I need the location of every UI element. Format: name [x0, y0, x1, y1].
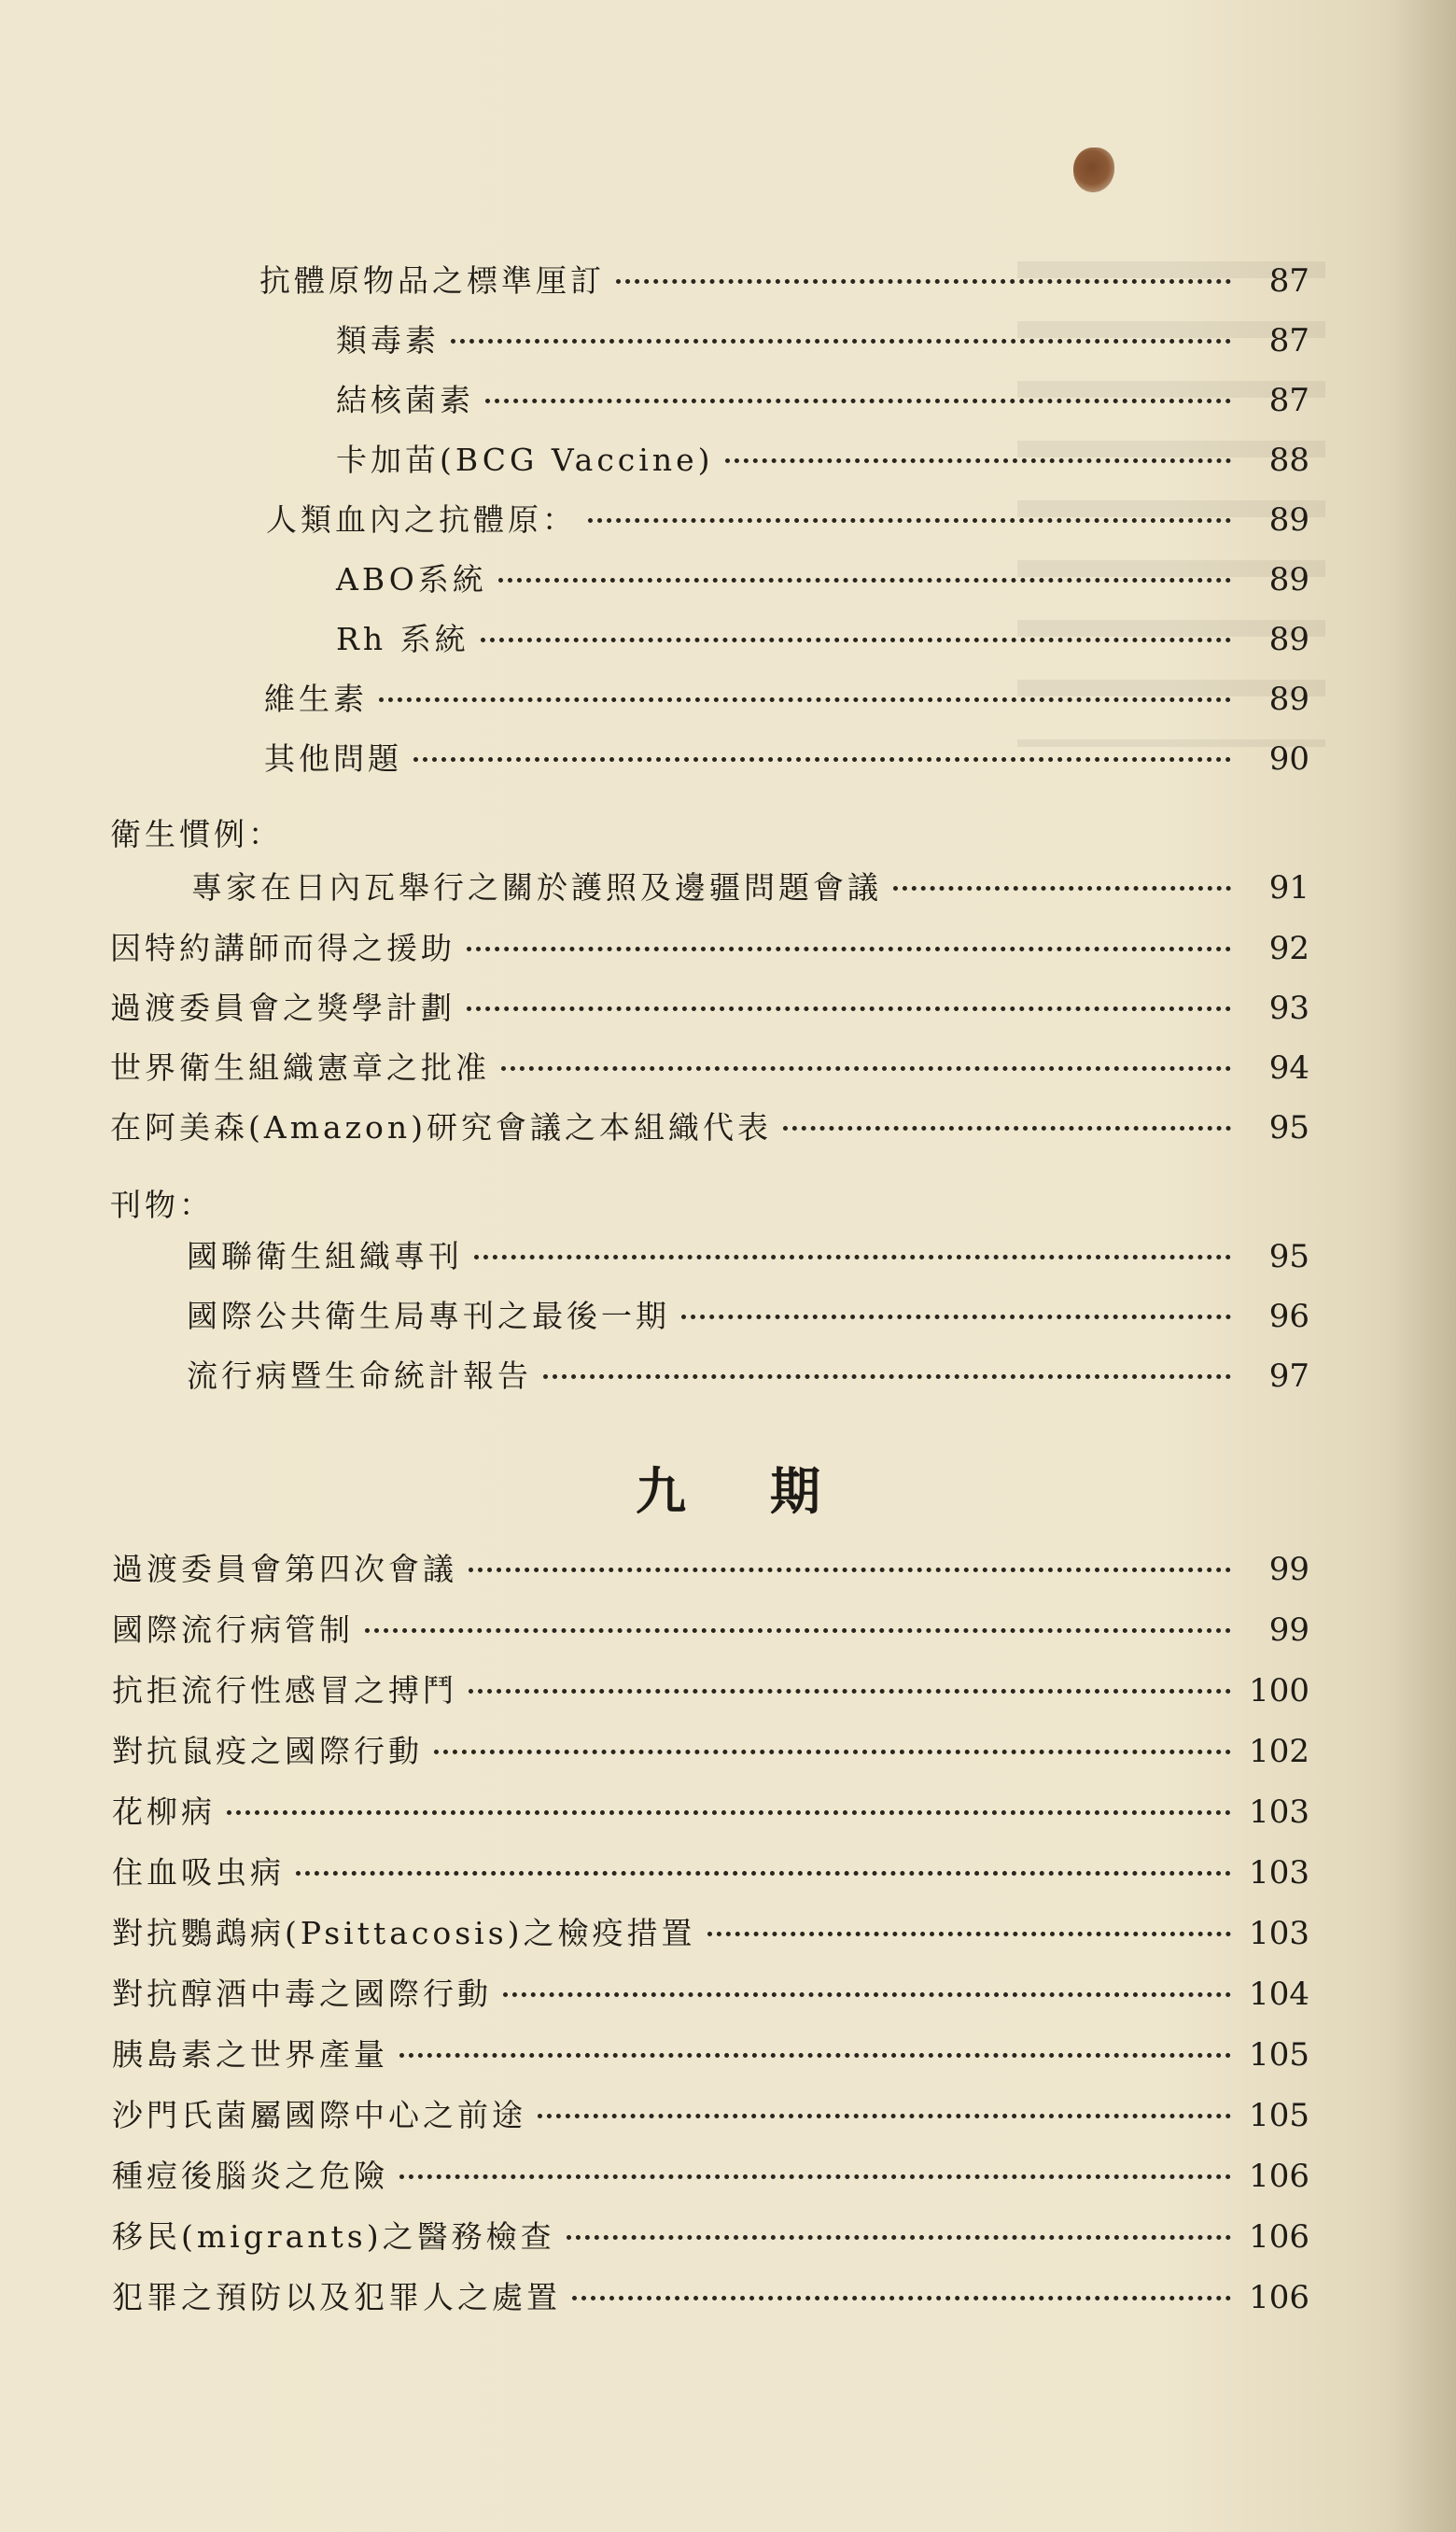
toc-heading-hygiene: 衛生慣例： [110, 816, 283, 852]
toc-entry-label: 國際公共衛生局專刊之最後一期 [187, 1298, 670, 1334]
dot-leader [469, 1568, 1231, 1572]
toc-entry-label: 抗拒流行性感冒之搏鬥 [112, 1672, 457, 1709]
dot-leader [467, 947, 1231, 951]
toc-page-number: 89 [1268, 681, 1309, 718]
toc-entry [336, 376, 1309, 423]
toc-page-number: 99 [1268, 1551, 1309, 1588]
toc-entry [112, 1545, 1309, 1592]
toc-page-number: 100 [1249, 1672, 1309, 1709]
toc-entry [112, 2031, 1309, 2077]
toc-page-number: 92 [1268, 930, 1309, 967]
toc-entry-label: 過渡委員會第四次會議 [112, 1551, 457, 1587]
dot-leader [725, 458, 1232, 463]
toc-entry-label: 對抗鼠疫之國際行動 [112, 1733, 423, 1769]
toc-entry [336, 615, 1309, 662]
toc-entry-label: 對抗鸚鵡病(Psittacosis)之檢疫措置 [112, 1915, 696, 1951]
toc-page-number: 103 [1249, 1915, 1309, 1952]
toc-page-number: 90 [1268, 740, 1309, 778]
dot-leader [469, 1689, 1231, 1694]
toc-entry-label: 過渡委員會之獎學計劃 [110, 990, 455, 1026]
toc-entry-label: 國聯衛生組織專刊 [187, 1238, 463, 1274]
dot-leader [399, 2053, 1231, 2058]
dot-leader [681, 1315, 1231, 1319]
toc-entry [266, 496, 1309, 542]
toc-entry [336, 436, 1309, 483]
toc-entry [110, 924, 1309, 971]
toc-entry-label: 種痘後腦炎之危險 [112, 2158, 388, 2194]
dot-leader [588, 518, 1231, 523]
dot-leader [399, 2174, 1231, 2179]
toc-entry [187, 1352, 1309, 1399]
dot-leader [379, 697, 1231, 702]
toc-entry-label: 抗體原物品之標準厘訂 [259, 262, 605, 299]
dot-leader [543, 1374, 1231, 1379]
toc-page-number: 105 [1249, 2097, 1309, 2134]
toc-page-number: 87 [1268, 262, 1309, 300]
toc-page-number: 102 [1249, 1733, 1309, 1770]
toc-entry-label: 沙門氏菌屬國際中心之前途 [112, 2097, 526, 2133]
toc-page-number: 103 [1249, 1794, 1309, 1831]
toc-page-number: 89 [1268, 561, 1309, 598]
page-edge-shadow [1391, 0, 1456, 2532]
paper-stain [1073, 148, 1114, 192]
toc-entry [336, 316, 1309, 363]
toc-entry-label: 移民(migrants)之醫務檢查 [112, 2218, 555, 2255]
dot-leader [467, 1006, 1231, 1011]
dot-leader [485, 399, 1231, 403]
toc-entry-label: 結核菌素 [336, 382, 474, 418]
toc-entry [191, 864, 1309, 910]
toc-page-number: 95 [1268, 1238, 1309, 1275]
toc-entry [336, 556, 1309, 602]
toc-entry [112, 1667, 1309, 1713]
toc-page-number: 106 [1249, 2218, 1309, 2256]
toc-entry-label: 犯罪之預防以及犯罪人之處置 [112, 2279, 561, 2315]
dot-leader [434, 1750, 1231, 1754]
toc-entry-label: ABO系統 [336, 561, 487, 598]
toc-entry-label: 胰島素之世界產量 [112, 2036, 388, 2073]
toc-entry-label: Rh 系統 [336, 621, 469, 657]
toc-entry [112, 2152, 1309, 2199]
dot-leader [572, 2296, 1231, 2300]
toc-entry-label: 人類血內之抗體原： [266, 501, 577, 538]
toc-page-number: 93 [1268, 990, 1309, 1027]
toc-page-number: 99 [1268, 1611, 1309, 1649]
toc-entry-label: 世界衛生組織憲章之批准 [110, 1049, 490, 1086]
toc-entry-label: 類毒素 [336, 322, 440, 359]
toc-entry [110, 1044, 1309, 1090]
dot-leader [567, 2235, 1231, 2240]
toc-entry [112, 1727, 1309, 1774]
dot-leader [538, 2114, 1231, 2118]
toc-entry-label: 因特約講師而得之援助 [110, 930, 455, 966]
toc-page-number: 94 [1268, 1049, 1309, 1087]
toc-entry-label: 維生素 [264, 681, 368, 717]
toc-entry [112, 2273, 1309, 2320]
dot-leader [501, 1066, 1231, 1071]
toc-page-number: 88 [1268, 442, 1309, 479]
dot-leader [413, 757, 1231, 762]
toc-entry [112, 1849, 1309, 1895]
toc-page-number: 91 [1268, 869, 1309, 907]
dot-leader [227, 1810, 1231, 1815]
toc-page-number: 96 [1268, 1298, 1309, 1335]
dot-leader [451, 339, 1231, 344]
toc-page-number: 106 [1249, 2279, 1309, 2316]
toc-entry [187, 1232, 1309, 1279]
issue-section-title: 九期 [636, 1461, 904, 1521]
toc-entry-label: 在阿美森(Amazon)研究會議之本組織代表 [110, 1109, 773, 1146]
dot-leader [498, 578, 1231, 583]
dot-leader [365, 1628, 1231, 1633]
toc-entry-label: 國際流行病管制 [112, 1611, 354, 1648]
toc-page-number: 87 [1268, 322, 1309, 359]
toc-entry-label: 對抗醇酒中毒之國際行動 [112, 1976, 492, 2012]
toc-page-number: 95 [1268, 1109, 1309, 1146]
toc-page-number: 106 [1249, 2158, 1309, 2195]
toc-entry [112, 2213, 1309, 2259]
dot-leader [783, 1126, 1231, 1131]
toc-page-number: 103 [1249, 1854, 1309, 1892]
toc-page-number: 104 [1249, 1976, 1309, 2013]
toc-entry-label: 花柳病 [112, 1794, 216, 1830]
toc-entry-label: 住血吸虫病 [112, 1854, 285, 1891]
dot-leader [503, 1992, 1231, 1997]
toc-entry [112, 1970, 1309, 2017]
dot-leader [474, 1255, 1231, 1259]
toc-entry [264, 675, 1309, 722]
toc-entry [112, 2091, 1309, 2138]
toc-entry [259, 257, 1309, 303]
toc-entry [112, 1606, 1309, 1653]
toc-entry-label: 其他問題 [264, 740, 402, 777]
toc-entry [110, 984, 1309, 1031]
toc-entry [112, 1788, 1309, 1835]
toc-page-number: 89 [1268, 621, 1309, 658]
toc-entry-label: 流行病暨生命統計報告 [187, 1357, 532, 1394]
toc-page-number: 87 [1268, 382, 1309, 419]
dot-leader [481, 638, 1231, 642]
toc-entry-label: 卡加苗(BCG Vaccine) [336, 442, 714, 478]
dot-leader [296, 1871, 1231, 1876]
toc-entry [112, 1909, 1309, 1956]
toc-page-number: 89 [1268, 501, 1309, 539]
toc-entry [264, 735, 1309, 781]
toc-heading-publications: 刊物： [110, 1187, 214, 1223]
toc-page-number: 97 [1268, 1357, 1309, 1395]
toc-entry-label: 專家在日內瓦舉行之關於護照及邊疆問題會議 [191, 869, 882, 906]
toc-entry [187, 1292, 1309, 1339]
dot-leader [707, 1932, 1231, 1936]
toc-entry [110, 1104, 1309, 1150]
toc-page-number: 105 [1249, 2036, 1309, 2074]
dot-leader [893, 886, 1231, 891]
dot-leader [616, 279, 1231, 284]
